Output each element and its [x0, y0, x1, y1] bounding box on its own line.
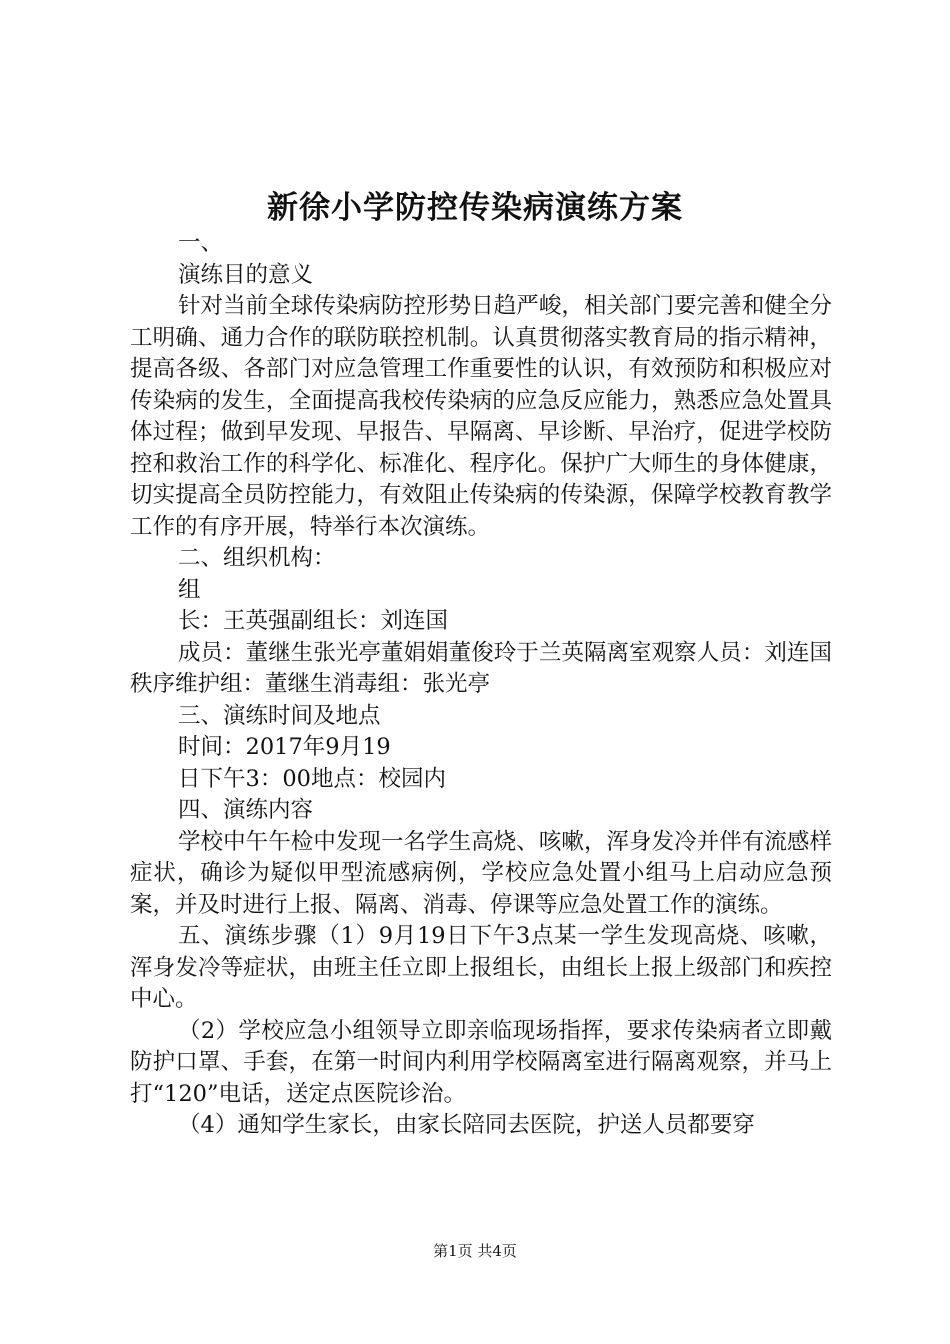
paragraph-drill-content: 学校中午午检中发现一名学生高烧、咳嗽，浑身发冷并伴有流感样症状，确诊为疑似甲型流感病例，学校应急处置小组马上启动应急预案，并及时进行上报、隔离、消毒、停课等应急处置工作的演练。 [130, 828, 832, 918]
paragraph-section-4-heading: 四、演练内容 [178, 797, 314, 823]
document-body [130, 228, 832, 1142]
paragraph-drill-steps-2: （2）学校应急小组领导立即亲临现场指挥，要求传染病者立即戴防护口罩、手套，在第一时间内利用学校隔离室进行隔离观察，并马上打“120”电话，送定点医院诊治。 [130, 1017, 832, 1107]
paragraph-drill-steps-1: 五、演练步骤（1）9月19日下午3点某一学生发现高烧、咳嗽，浑身发冷等症状，由班主任立即上报组长，由组长上报上级部门和疾控中心。 [130, 923, 832, 1012]
paragraph-time-location: 日下午3：00地点：校园内 [178, 765, 446, 792]
paragraph-section-3-heading: 三、演练时间及地点 [178, 702, 381, 729]
paragraph-section-1-heading: 演练目的意义 [178, 261, 314, 288]
paragraph-section-2-heading: 二、组织机构： [178, 545, 336, 571]
paragraph-section-1-number: 一、 [178, 230, 224, 256]
paragraph-drill-steps-4: （4）通知学生家长，由家长陪同去医院，护送人员都要穿 [178, 1112, 755, 1138]
paragraph-members: 成员：董继生张光亭董娟娟董俊玲于兰英隔离室观察人员：刘连国秩序维护组：董继生消毒组：张光亭 [130, 639, 832, 697]
paragraph-time: 时间：2017年9月19 [178, 734, 391, 760]
page-footer: 第1页 共4页 [433, 1242, 517, 1260]
document-title: 新徐小学防控传染病演练方案 [267, 190, 683, 226]
paragraph-group-leaders: 长：王英强副组长：刘连国 [178, 608, 449, 634]
paragraph-group-label: 组 [178, 576, 201, 603]
paragraph-purpose: 针对当前全球传染病防控形势日趋严峻，相关部门要完善和健全分工明确、通力合作的联防联控机制。认真贯彻落实教育局的指示精神，提高各级、各部门对应急管理工作重要性的认识，有效预防和积极应对传染病的发生，全面提高我校传染病的应急反应能力，熟悉应急处置具体过程；做到早发现、早报告、早隔离、早诊断、早治疗，促进学校防控和救治工作的科学化、标准化、程序化。保护广大师生的身体健康，切实提高全员防控能力，有效阻止传染病的传染源，保障学校教育教学工作的有序开展，特举行本次演练。 [130, 293, 832, 540]
